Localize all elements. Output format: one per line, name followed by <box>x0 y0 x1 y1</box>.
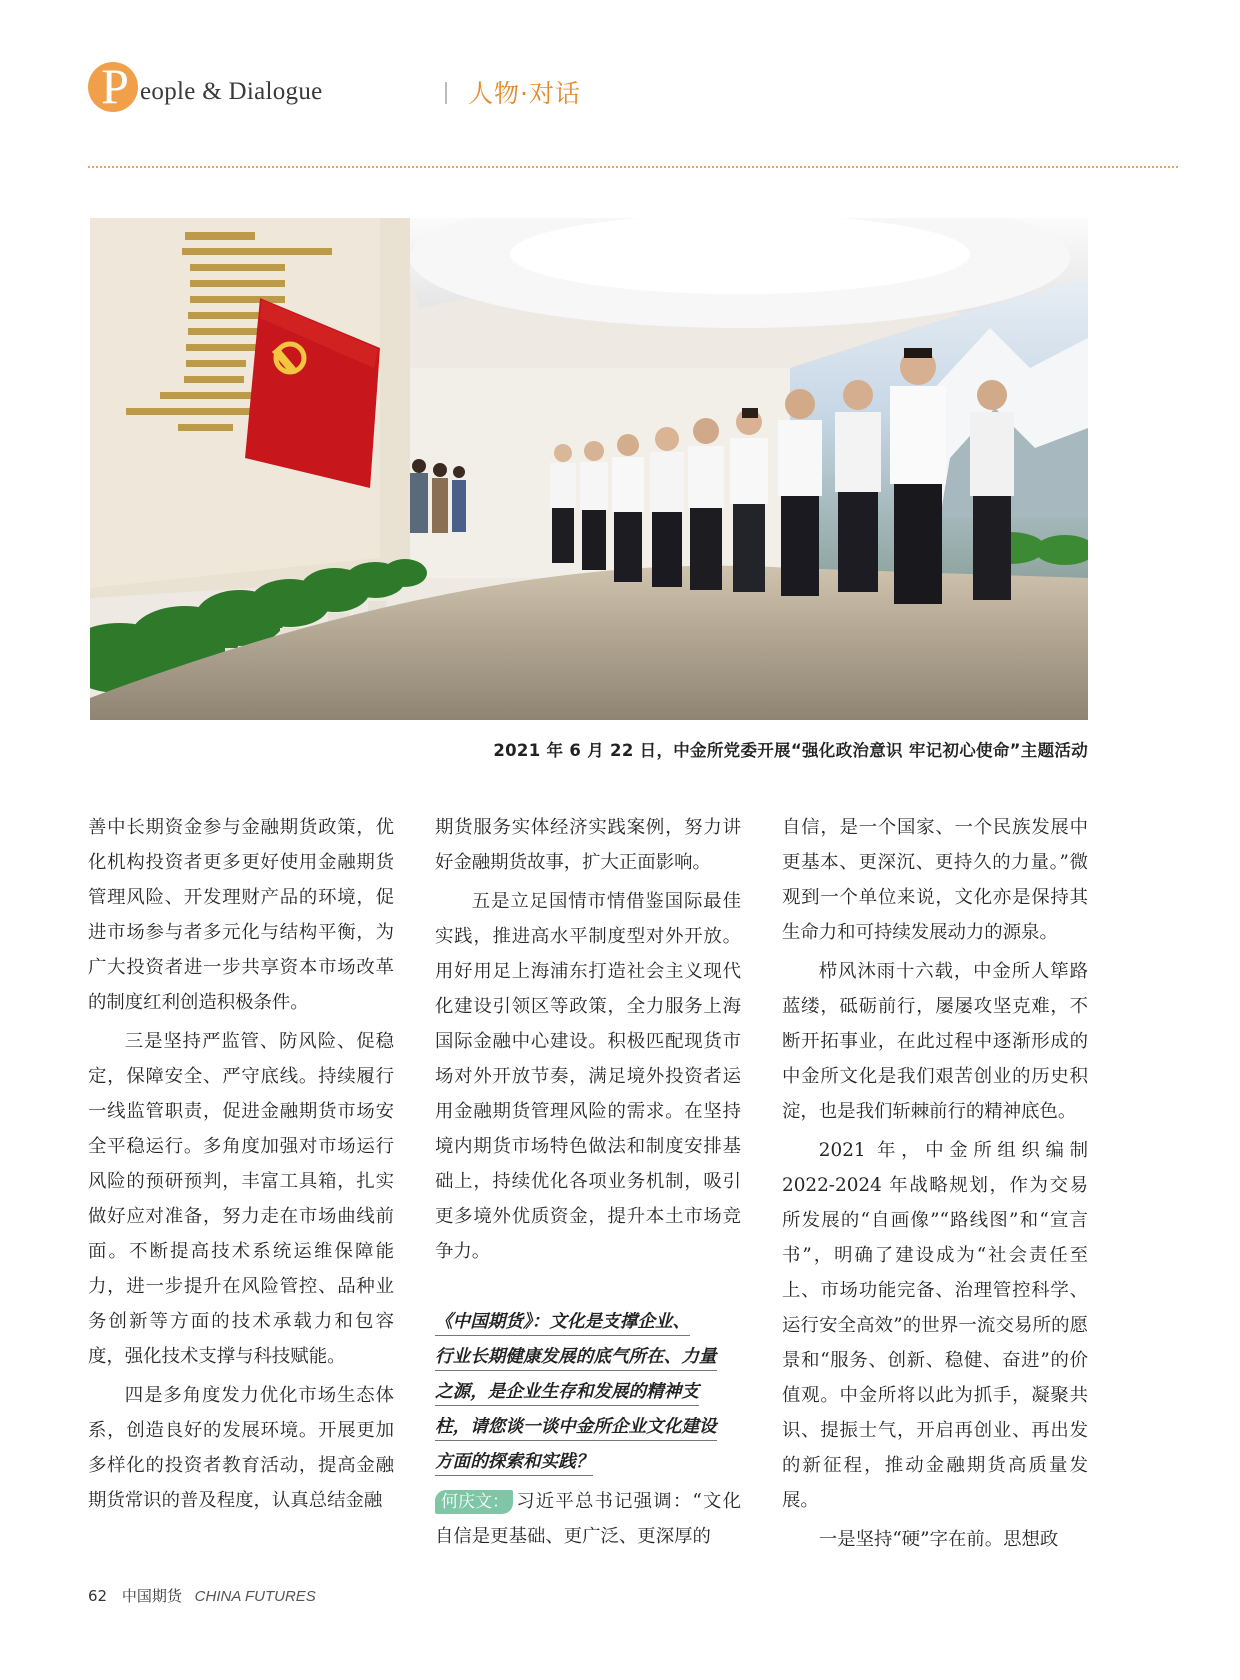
header-dotted-rule <box>88 166 1178 168</box>
answer-text: 习近平总书记强调：“文化自信是更基础、更广泛、更深厚的 <box>435 1491 741 1547</box>
page-number: 62 <box>88 1587 108 1605</box>
page-header <box>88 58 1178 118</box>
paragraph: 三是坚持严监管、防风险、促稳定，保障安全、严守底线。持续履行一线监管职责，促进金融期货市场安全平稳运行。多角度加强对市场运行风险的预研预判，丰富工具箱，扎实做好应对准备，努力走在市场曲线前面。不断提高技术系统运维保障能力，进一步提升在风险管控、品种业务创新等方面的技术承载力和包容度，强化技术支撑与科技赋能。 <box>88 1031 394 1367</box>
magazine-name-cn: 中国期货 <box>121 1587 182 1605</box>
section-title-en: eople & Dialogue <box>140 78 323 105</box>
question-line: 柱，请您谈一谈中金所企业文化建设 <box>435 1417 717 1441</box>
paragraph: 期货服务实体经济实践案例，努力讲好金融期货故事，扩大正面影响。 <box>435 817 741 873</box>
paragraph: 五是立足国情市情借鉴国际最佳实践，推进高水平制度型对外开放。用好用足上海浦东打造社会主义现代化建设引领区等政策，全力服务上海国际金融中心建设。积极匹配现货市场对外开放节奏，满足境外投资者运用金融期货管理风险的需求。在坚持境内期货市场特色做法和制度安排基础上，持续优化各项业务机制，吸引更多境外优质资金，提升本土市场竞争力。 <box>435 891 741 1262</box>
question-line: 方面的探索和实践？ <box>435 1452 593 1476</box>
interview-question <box>435 1305 741 1480</box>
question-line: 行业长期健康发展的底气所在、力量 <box>435 1347 717 1371</box>
question-line: 《中国期货》：文化是支撑企业、 <box>435 1312 690 1336</box>
paragraph: 善中长期资金参与金融期货政策，优化机构投资者更多更好使用金融期货管理风险、开发理财产品的环境，促进市场参与者多元化与结构平衡，为广大投资者进一步共享资本市场改革的制度红利创造积极条件。 <box>88 817 394 1013</box>
event-photo <box>90 218 1088 720</box>
paragraph: 一是坚持“硬”字在前。思想政 <box>818 1529 1059 1550</box>
page-footer <box>88 1585 316 1606</box>
speaker-label: 何庆文： <box>435 1490 513 1514</box>
section-logo-initial: P <box>101 58 129 114</box>
section-title-cn: 人物·对话 <box>468 79 581 108</box>
header-divider <box>445 82 447 104</box>
magazine-name-en: CHINA FUTURES <box>194 1588 316 1605</box>
paragraph: 四是多角度发力优化市场生态体系，创造良好的发展环境。开展更加多样化的投资者教育活动，提高金融期货常识的普及程度，认真总结金融 <box>88 1385 394 1511</box>
question-line: 之源，是企业生存和发展的精神支 <box>435 1382 699 1406</box>
paragraph: 栉风沐雨十六载，中金所人筚路蓝缕，砥砺前行，屡屡攻坚克难，不断开拓事业，在此过程中逐渐形成的中金所文化是我们艰苦创业的历史积淀，也是我们斩棘前行的精神底色。 <box>782 961 1088 1122</box>
paragraph: 自信，是一个国家、一个民族发展中更基本、更深沉、更持久的力量。”微观到一个单位来说，文化亦是保持其生命力和可持续发展动力的源泉。 <box>782 817 1088 943</box>
interview-answer <box>435 1484 741 1554</box>
text-column-1 <box>88 810 394 1518</box>
paragraph: 2021 年，中金所组织编制 2022-2024 年战略规划，作为交易所发展的“自画像”“路线图”和“宣言书”，明确了建设成为“社会责任至上、市场功能完备、治理管控科学、运行安全高效”的世界一流交易所的愿景和“服务、创新、稳健、奋进”的价值观。中金所将以此为抓手，凝聚共识、提振士气，开启再创业、再出发的新征程，推动金融期货高质量发展。 <box>782 1140 1088 1511</box>
text-column-2 <box>435 810 741 1554</box>
photo-caption: 2021 年 6 月 22 日，中金所党委开展“强化政治意识 牢记初心使命”主题活动 <box>493 741 1088 760</box>
text-column-3 <box>782 810 1088 1557</box>
